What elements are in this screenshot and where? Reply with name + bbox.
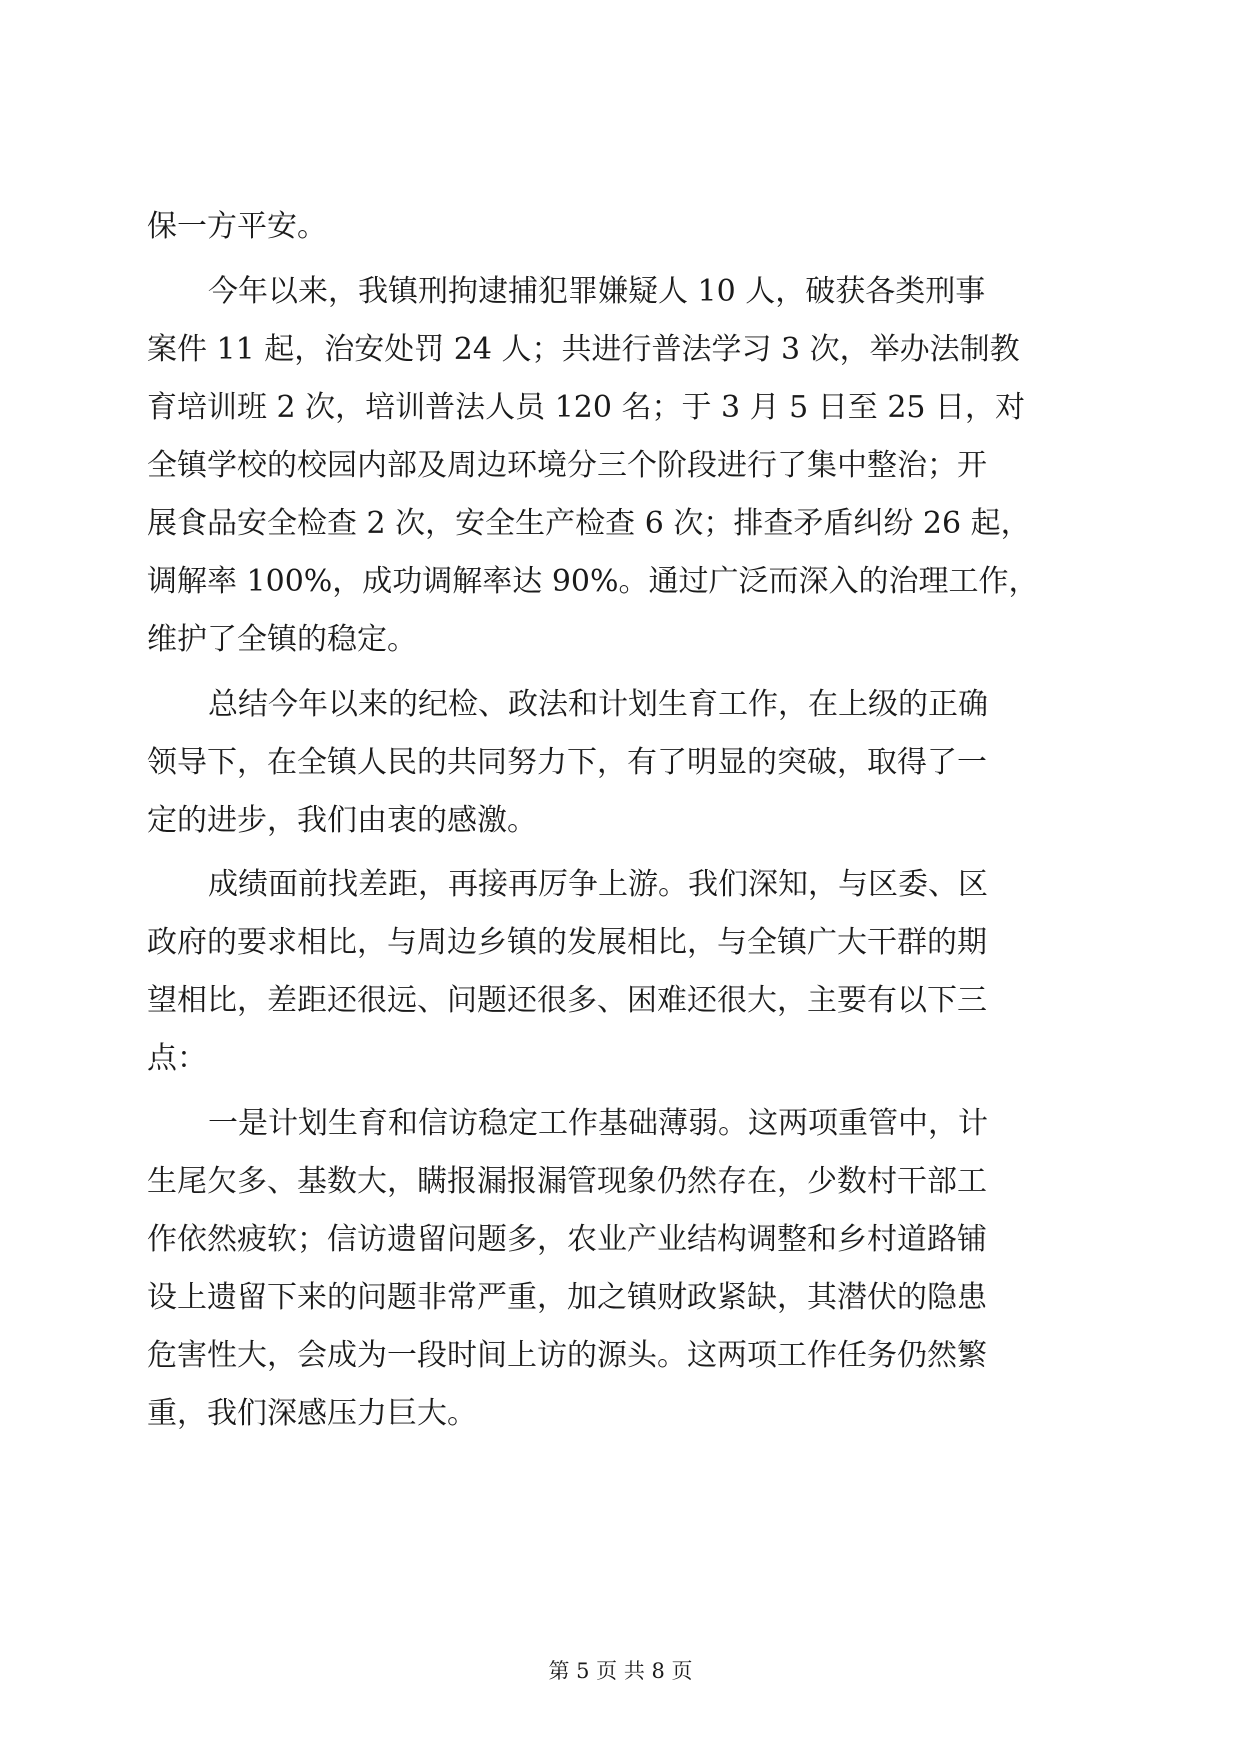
text-line (0, 1211, 1241, 1269)
text-line (0, 437, 1241, 495)
text-line (0, 734, 1241, 792)
text-line (0, 379, 1241, 437)
line-text: 点： (147, 1041, 207, 1076)
line-text: 今年以来，我镇刑拘逮捕犯罪嫌疑人 10 人，破获各类刑事 (208, 274, 986, 309)
text-line (0, 495, 1241, 553)
text-line (0, 1095, 1241, 1153)
line-text: 一是计划生育和信访稳定工作基础薄弱。这两项重管中，计 (208, 1106, 988, 1141)
line-text: 全镇学校的校园内部及周边环境分三个阶段进行了集中整治；开 (147, 448, 987, 483)
text-line (0, 198, 1241, 256)
line-text: 望相比，差距还很远、问题还很多、困难还很大，主要有以下三 (147, 983, 987, 1018)
text-line (0, 1269, 1241, 1327)
line-text: 成绩面前找差距，再接再厉争上游。我们深知，与区委、区 (208, 867, 988, 902)
line-text: 育培训班 2 次，培训普法人员 120 名；于 3 月 5 日至 25 日，对 (147, 390, 1026, 425)
text-line (0, 611, 1241, 669)
line-text: 设上遗留下来的问题非常严重，加之镇财政紧缺，其潜伏的隐患 (147, 1280, 987, 1315)
text-line (0, 1030, 1241, 1088)
text-line (0, 792, 1241, 850)
line-text: 定的进步，我们由衷的感激。 (147, 803, 537, 838)
line-text: 政府的要求相比，与周边乡镇的发展相比，与全镇广大干群的期 (147, 925, 987, 960)
text-line (0, 553, 1241, 611)
text-line (0, 1327, 1241, 1385)
line-text: 展食品安全检查 2 次，安全生产检查 6 次；排查矛盾纠纷 26 起， (147, 506, 1031, 541)
text-line (0, 263, 1241, 321)
text-line (0, 914, 1241, 972)
line-text: 重，我们深感压力巨大。 (147, 1396, 477, 1431)
line-text: 调解率 100%，成功调解率达 90%。通过广泛而深入的治理工作， (147, 564, 1039, 599)
line-text: 案件 11 起，治安处罚 24 人；共进行普法学习 3 次，举办法制教 (147, 332, 1020, 367)
line-text: 保一方平安。 (147, 209, 327, 244)
text-line (0, 972, 1241, 1030)
text-line (0, 856, 1241, 914)
text-line (0, 1153, 1241, 1211)
line-text: 危害性大，会成为一段时间上访的源头。这两项工作任务仍然繁 (147, 1338, 987, 1373)
line-text: 总结今年以来的纪检、政法和计划生育工作，在上级的正确 (208, 687, 988, 722)
line-text: 维护了全镇的稳定。 (147, 622, 417, 657)
text-line (0, 676, 1241, 734)
line-text: 作依然疲软；信访遗留问题多，农业产业结构调整和乡村道路铺 (147, 1222, 987, 1257)
page-number-footer: 第 5 页 共 8 页 (548, 1659, 693, 1683)
line-text: 领导下，在全镇人民的共同努力下，有了明显的突破，取得了一 (147, 745, 987, 780)
text-line (0, 1385, 1241, 1443)
line-text: 生尾欠多、基数大，瞒报漏报漏管现象仍然存在，少数村干部工 (147, 1164, 987, 1199)
text-line (0, 321, 1241, 379)
